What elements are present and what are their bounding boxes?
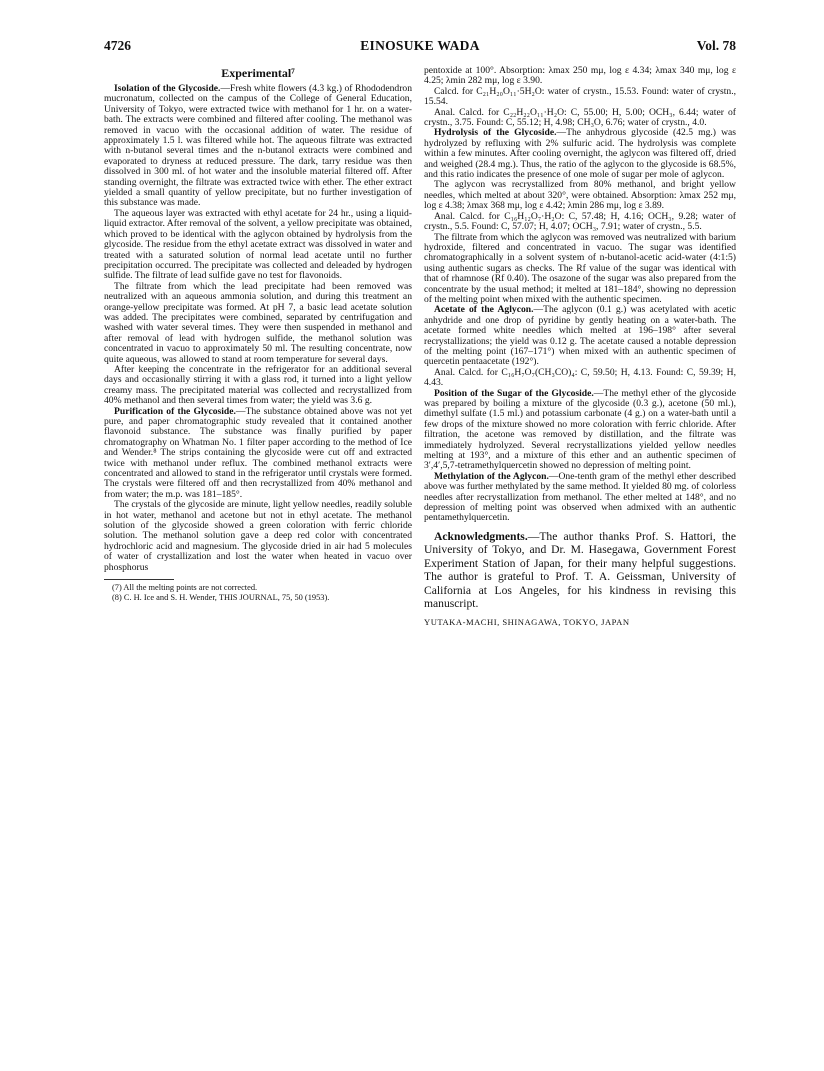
author-header: EINOSUKE WADA: [360, 38, 480, 53]
text-acknowledgments: —The author thanks Prof. S. Hattori, the University of Tokyo, and Dr. M. Hasegawa, Government Forest Experiment Station of Japan, for their many helpful suggestions. The author is grateful to Prof. T. A. Geissman, University of California at Los Angeles, for his kindness in revising this manuscript.: [424, 529, 736, 610]
paragraph: The filtrate from which the aglycon was removed was neutralized with barium hydroxide, filtered and concentrated in vacuo. The sugar was identified chromatographically in a solvent system of n-butanol-acetic acid-water (4:1:5) using authentic sugars as checks. The Rf value of the sugar was identical with that of rhamnose (Rf 0.40). The osazone of the sugar was also prepared from the concentrate by the usual method; it melted at 181–184°, showing no depression of the melting point when mixed with the authentic specimen.: [424, 231, 736, 305]
paragraph-sugar-position: [424, 389, 736, 472]
subhead-purification: Purification of the Glycoside.: [114, 405, 236, 417]
subhead-acetate: Acetate of the Aglycon.: [434, 304, 534, 316]
subhead-sugar-position: Position of the Sugar of the Glycoside.: [434, 387, 594, 399]
acknowledgments: [424, 530, 736, 610]
footnote-8: (8) C. H. Ice and S. H. Wender, THIS JOURNAL, 75, 50 (1953).: [112, 593, 330, 603]
paragraph: Anal. Calcd. for C₁₆H₁₂O₇·H₂O: C, 57.48; H, 4.16; OCH₃, 9.28; water of crystn., 5.5. Found: C, 57.07; H, 4.07; OCH₃, 7.91; water of crystn., 5.5.: [424, 210, 736, 233]
subhead-isolation: Isolation of the Glycoside.: [114, 83, 221, 94]
paragraph: The filtrate from which the lead precipitate had been removed was neutralized with an aqueous ammonia solution, and during this treatment an orange-yellow precipitate was formed. At pH 7, a basic lead acetate solution was added. The precipitates were combined, separated by centrifugation and washed with water several times. They were then suspended in methanol and after removal of lead with hydrogen sulfide, the methanol solution was concentrated in vacuo to approximately 50 ml. The resulting concentrate, now quite aqueous, was allowed to stand at room temperature for several days.: [104, 280, 412, 365]
volume-label: Vol. 78: [696, 38, 736, 53]
text-methylation: —One-tenth gram of the methyl ether described above was further methylated by the same method. It yielded 80 mg. of colorless needles after recrystallization from methanol. The ether melted at 148°, and no depression of melting point was observed when admixed with an authentic pentamethylquercetin.: [424, 470, 736, 524]
subhead-methylation: Methylation of the Aglycon.: [434, 470, 549, 482]
paragraph: Calcd. for C₂₁H₂₀O₁₁·5H₂O: water of crystn., 15.53. Found: water of crystn., 15.54.: [424, 85, 736, 108]
paragraph: After keeping the concentrate in the refrigerator for an additional several days and occasionally stirring it with a glass rod, it turned into a light yellow creamy mass. The precipitated material was collected and recrystallized from 40% methanol and then several times from water; the yield was 3.6 g.: [104, 363, 412, 407]
paragraph: pentoxide at 100°. Absorption: λmax 250 mμ, log ε 4.34; λmax 340 mμ, log ε 4.25; λmin 282 mμ, log ε 3.90.: [424, 65, 736, 87]
paragraph-acetate: [424, 305, 736, 367]
section-title: Experimental⁷: [221, 66, 295, 80]
text-sugar-position: —The methyl ether of the glycoside was prepared by boiling a mixture of the glycoside (0.3 g.), acetone (50 ml.), dimethyl sulfate (1.5 ml.) and potassium carbonate (4 g.) on a water-bath until a few drops of the mixture showed no more coloration with ferric chloride. After filtration, the acetone was removed by distillation, and the filtrate was immediately hydrolyzed. Several recrystallizations yielded yellow needles melting at 193°, and a mixture of this ether and an authentic specimen of 3′,4′,5,7-tetramethylquercetin showed no depression of melting point.: [424, 387, 736, 472]
paragraph: The aglycon was recrystallized from 80% methanol, and bright yellow needles, which melted at about 320°, were obtained. Absorption: λmax 252 mμ, log ε 4.38; λmax 368 mμ, log ε 4.42; λmin 286 mμ, log ε 3.89.: [424, 179, 736, 212]
paragraph-isolation: [104, 84, 412, 209]
right-column: [424, 66, 736, 628]
paragraph: Anal. Calcd. for C₁₆H₇O₇(CH₃CO)₄: C, 59.50; H, 4.13. Found: C, 59.39; H, 4.43.: [424, 366, 736, 389]
paragraph-methylation: [424, 472, 736, 524]
left-column: [104, 66, 412, 604]
text-purification: —The substance obtained above was not yet pure, and paper chromatographic study revealed that it contained another flavonoid substance. The substance was finally purified by paper chromatography on Whatman No. 1 filter paper according to the method of Ice and Wender.⁸ The strips containing the glycoside were cut off and extracted twice with methanol under reflux. The combined methanol extracts were concentrated and allowed to stand in the refrigerator until crystals were formed. The crystals were filtered off and then recrystallized from 40% methanol and from water; the m.p. was 181–185°.: [104, 405, 412, 500]
paragraph: Anal. Calcd. for C₂₂H₂₂O₁₁·H₂O: C, 55.00; H, 5.00; OCH₃, 6.44; water of crystn., 3.75. Found: C, 55.12; H, 4.98; CH₃O, 6.76; water of crystn., 4.0.: [424, 106, 736, 129]
footnote-7: (7) All the melting points are not corrected.: [112, 583, 258, 593]
text-isolation: —Fresh white flowers (4.3 kg.) of Rhododendron mucronatum, collected on the campus of the College of General Education, University of Tokyo, were extracted twice with methanol for 1 hr. on a water-bath. The extracts were combined and filtered after cooling. The methanol was removed in vacuo with the occasional addition of water. The residue of approximately 1.5 l. was filtered while hot. The aqueous filtrate was extracted with n-butanol several times and the n-butanol extracts were combined and evaporated to dryness at reduced pressure. The dark, tarry residue was then dissolved in 300 ml. of hot water and the insoluble material filtered off. After standing overnight, the filtrate was extracted twice with ether. The ether extract yielded a small quantity of yellow precipitate, but no further investigation of this substance was made.: [104, 83, 412, 209]
page-number: 4726: [104, 38, 131, 53]
paragraph-hydrolysis: [424, 128, 736, 180]
paragraph: The aqueous layer was extracted with ethyl acetate for 24 hr., using a liquid-liquid extractor. After removal of the solvent, a yellow precipitate was obtained, which proved to be identical with the aglycon obtained by hydrolysis from the glycoside. The residue from the ethyl acetate extract was dissolved in water and treated with a saturated solution of normal lead acetate until no further precipitation occurred. The precipitate was collected and deleaded by hydrogen sulfide. The filtrate of lead sulfide gave no test for flavonoids.: [104, 207, 412, 282]
paragraph: The crystals of the glycoside are minute, light yellow needles, readily soluble in hot water, methanol and acetone but not in ethyl acetate. The methanol solution of the glycoside showed a green coloration with ferric chloride solution. The methanol solution gave a deep red color with concentrated hydrochloric acid and magnesium. The glycoside dried in air had 5 molecules of water of crystallization and lost the water when heated in vacuo over phosphorus: [104, 499, 412, 573]
author-location: YUTAKA-MACHI, SHINAGAWA, TOKYO, JAPAN: [424, 617, 630, 628]
text-acetate: —The aglycon (0.1 g.) was acetylated with acetic anhydride and one drop of pyridine by gently heating on a water-bath. The acetate formed white needles which melted at 196–198° after several recrystallizations; the yield was 0.12 g. The acetate caused a notable depression of the melting point (167–171°) when mixed with an authentic specimen of quercetin pentaacetate (192°).: [424, 304, 737, 368]
footnote-divider: [104, 579, 174, 580]
subhead-hydrolysis: Hydrolysis of the Glycoside.: [434, 127, 557, 139]
running-header: [104, 38, 736, 58]
text-hydrolysis: —The anhydrous glycoside (42.5 mg.) was hydrolyzed by refluxing with 2% sulfuric acid. The hydrolysis was complete within a few minutes. After cooling overnight, the aglycon was filtered off, dried and weighed (28.4 mg.). Thus, the ratio of the aglycon to the glycoside is 68.5%, and this ratio indicates the presence of one mole of sugar per mole of aglycon.: [424, 127, 736, 181]
subhead-acknowledgments: Acknowledgments.: [434, 529, 528, 543]
paragraph-purification: [104, 407, 412, 501]
